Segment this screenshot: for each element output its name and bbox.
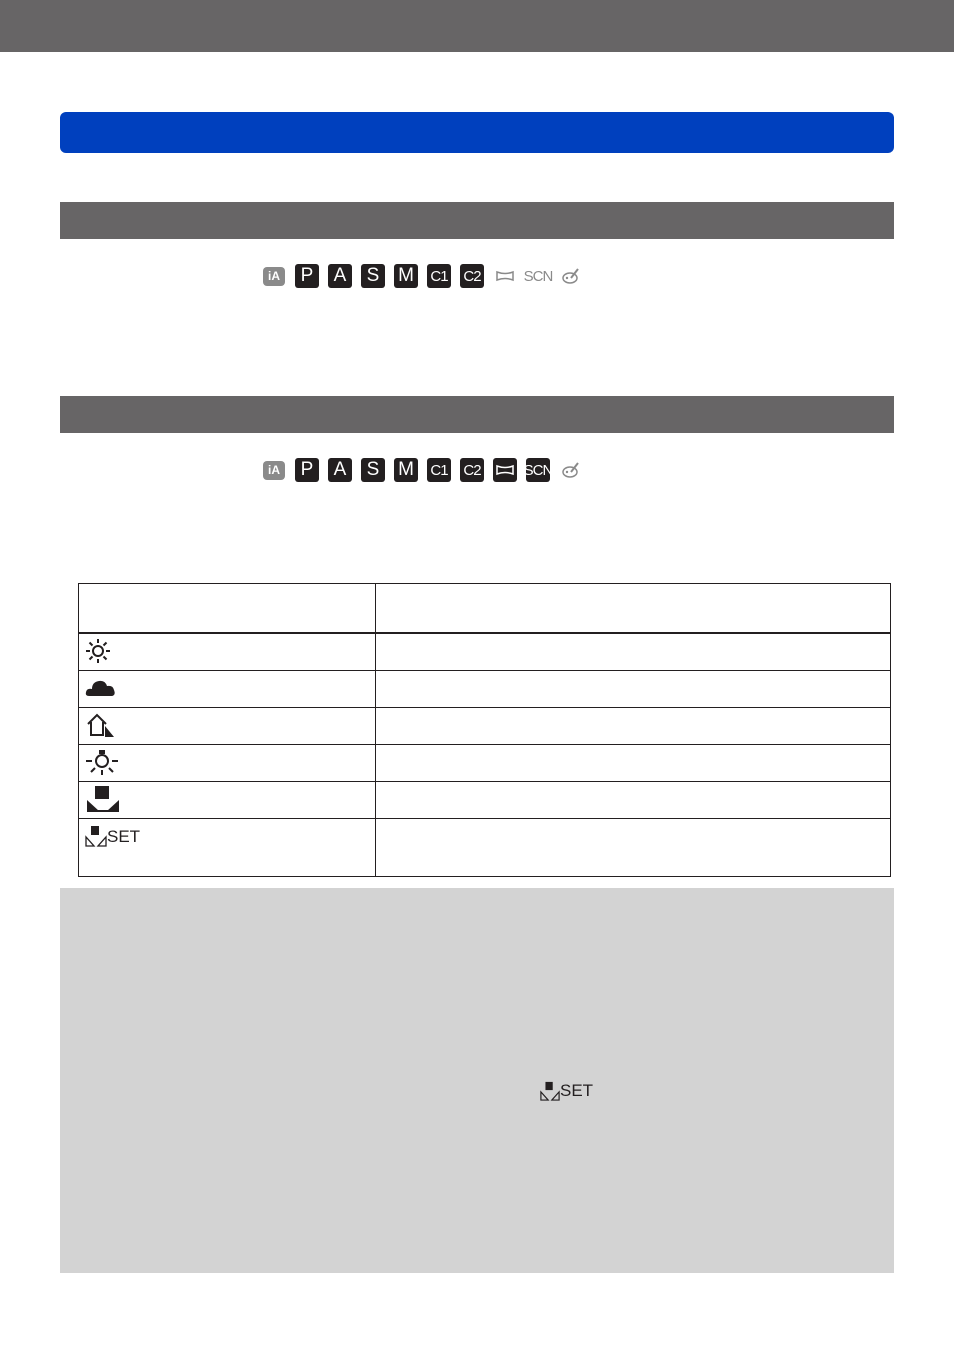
- table-cell-icon: [79, 633, 376, 671]
- table-cell-icon: [79, 708, 376, 745]
- c1-mode-icon: C1: [427, 458, 451, 482]
- ia-mode-icon: iA: [263, 461, 285, 480]
- p-mode-icon: P: [295, 458, 319, 482]
- chapter-title-bar: [60, 112, 894, 153]
- mode-icons-row-2: [263, 457, 592, 483]
- table-cell-description: [376, 745, 891, 782]
- table-cell-description: [376, 671, 891, 708]
- c2-mode-icon: C2: [460, 264, 484, 288]
- wb-set-icon: [85, 825, 140, 847]
- a-mode-icon: A: [328, 458, 352, 482]
- m-mode-icon: M: [394, 458, 418, 482]
- table-cell-icon: [79, 745, 376, 782]
- wb-set-label: SET: [560, 1081, 594, 1100]
- table-cell-description: [376, 782, 891, 819]
- table-cell-icon: [79, 782, 376, 819]
- p-mode-icon: P: [295, 264, 319, 288]
- section-heading-bar-1: [60, 202, 894, 239]
- scn-mode-icon: SCN: [523, 267, 553, 285]
- mode-icons-row-1: [263, 263, 592, 289]
- table-row: [79, 671, 891, 708]
- table-cell-icon: [79, 671, 376, 708]
- ia-mode-icon: iA: [263, 267, 285, 286]
- m-mode-icon: M: [394, 264, 418, 288]
- a-mode-icon: A: [328, 264, 352, 288]
- panorama-mode-icon: [493, 264, 517, 288]
- table-cell-description: [376, 708, 891, 745]
- panorama-mode-icon: [493, 458, 517, 482]
- c1-mode-icon: C1: [427, 264, 451, 288]
- table-row: [79, 819, 891, 877]
- table-cell-description: [376, 819, 891, 877]
- table-row: [79, 633, 891, 671]
- section-heading-bar-2: [60, 396, 894, 433]
- wb-set-icon: [540, 1081, 593, 1101]
- table-cell-icon: [79, 819, 376, 877]
- s-mode-icon: S: [361, 264, 385, 288]
- table-header-cell-description: [376, 584, 891, 634]
- sun-icon: [85, 651, 111, 667]
- creative-mode-icon: [559, 458, 583, 482]
- scn-mode-icon: SCN: [526, 458, 550, 482]
- table-row: [79, 745, 891, 782]
- wb-set-memory-icon: [85, 800, 121, 816]
- top-header-bar: [0, 0, 954, 52]
- table-row: [79, 782, 891, 819]
- s-mode-icon: S: [361, 458, 385, 482]
- bulb-icon: [85, 763, 119, 779]
- cloud-icon: [85, 687, 117, 703]
- shade-house-icon: [85, 725, 117, 741]
- table-cell-description: [376, 633, 891, 671]
- table-header-cell-setting: [79, 584, 376, 634]
- table-row: [79, 708, 891, 745]
- white-balance-table: [78, 583, 891, 877]
- table-header-row: [79, 584, 891, 634]
- c2-mode-icon: C2: [460, 458, 484, 482]
- note-box: [60, 888, 894, 1273]
- creative-mode-icon: [559, 264, 583, 288]
- wb-set-label: SET: [107, 827, 141, 846]
